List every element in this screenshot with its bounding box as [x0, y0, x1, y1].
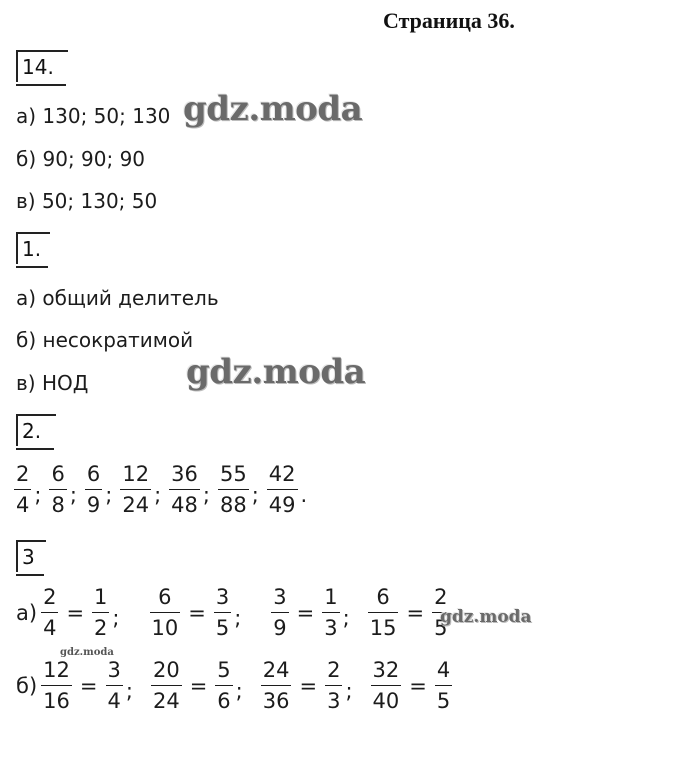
- denominator: 49: [268, 493, 296, 517]
- denominator: 9: [273, 616, 287, 640]
- task-number-2: 2.: [22, 419, 42, 443]
- watermark-1: gdz.moda: [183, 89, 363, 129]
- fraction-bar: [106, 685, 123, 686]
- fraction: [85, 462, 102, 517]
- fraction: [325, 658, 342, 713]
- task-number-14: 14.: [22, 55, 54, 79]
- fraction: [261, 658, 292, 713]
- numerator: 3: [107, 658, 121, 682]
- page-title: Страница 36.: [383, 8, 515, 33]
- fraction-bar: [368, 612, 399, 613]
- numerator: 3: [215, 585, 230, 609]
- fraction: [322, 585, 339, 640]
- denominator: 36: [262, 689, 290, 713]
- fraction-bar: [120, 489, 151, 490]
- denominator: 6: [217, 689, 231, 713]
- numerator: 6: [86, 462, 101, 486]
- numerator: 5: [217, 658, 231, 682]
- fraction: [435, 658, 452, 713]
- separator: ;: [112, 606, 120, 630]
- watermark-4: gdz.moda: [60, 647, 114, 658]
- separator: ;: [69, 483, 77, 507]
- task-number-box-1: [16, 232, 50, 264]
- watermark-2: gdz.moda: [186, 352, 366, 392]
- equals-sign: =: [66, 600, 85, 625]
- fraction: [267, 462, 298, 517]
- task-number-box-2: [16, 414, 56, 446]
- row-label: а): [16, 600, 38, 625]
- numerator: 2: [327, 658, 341, 682]
- numerator: 1: [94, 585, 108, 609]
- denominator: 4: [43, 616, 57, 640]
- denominator: 3: [324, 616, 338, 640]
- separator: ;: [34, 483, 42, 507]
- denominator: 4: [16, 493, 30, 517]
- fraction: [169, 462, 200, 517]
- numerator: 36: [171, 462, 198, 486]
- task1-line-b: б) несократимой: [16, 328, 194, 352]
- fraction: [150, 585, 181, 640]
- fraction-bar: [271, 612, 288, 613]
- equals-sign: =: [79, 673, 98, 698]
- fraction-bar: [322, 612, 339, 613]
- denominator: 48: [171, 493, 198, 517]
- watermark-3: gdz.moda: [440, 607, 532, 627]
- fraction-bar: [14, 489, 31, 490]
- fraction-bar: [41, 685, 72, 686]
- separator: ;: [154, 483, 162, 507]
- numerator: 6: [51, 462, 65, 486]
- fraction-bar: [49, 489, 66, 490]
- fraction: [371, 658, 402, 713]
- fraction: [120, 462, 151, 517]
- numerator: 4: [436, 658, 451, 682]
- fraction: [49, 462, 66, 517]
- task-number-box-14: [16, 50, 68, 82]
- equals-sign: =: [296, 600, 315, 625]
- denominator: 5: [436, 689, 451, 713]
- separator: ;: [251, 483, 259, 507]
- numerator: 32: [372, 658, 400, 682]
- equals-sign: =: [188, 600, 206, 625]
- task-number-1: 1.: [22, 237, 42, 261]
- equals-sign: =: [406, 600, 425, 625]
- denominator: 4: [107, 689, 121, 713]
- fraction: [214, 585, 231, 640]
- numerator: 55: [219, 462, 247, 486]
- fraction: [14, 462, 31, 517]
- separator: ;: [345, 679, 353, 703]
- task1-line-c: в) НОД: [16, 371, 89, 395]
- numerator: 2: [16, 462, 30, 486]
- task-number-3: 3: [22, 545, 35, 569]
- numerator: 2: [43, 585, 57, 609]
- fraction: [215, 658, 232, 713]
- denominator: 8: [51, 493, 65, 517]
- denominator: 9: [86, 493, 101, 517]
- fraction: [271, 585, 288, 640]
- denominator: 15: [369, 616, 397, 640]
- numerator: 3: [273, 585, 287, 609]
- numerator: 6: [376, 585, 390, 609]
- numerator: 2: [434, 585, 448, 609]
- denominator: 24: [152, 689, 180, 713]
- separator: .: [300, 483, 308, 507]
- task14-line-b: б) 90; 90; 90: [16, 147, 146, 171]
- denominator: 3: [327, 689, 341, 713]
- fraction: [218, 462, 249, 517]
- fraction-bar: [85, 489, 102, 490]
- fraction-bar: [218, 489, 249, 490]
- separator: ;: [125, 679, 133, 703]
- denominator: 5: [434, 616, 448, 640]
- separator: ;: [105, 483, 113, 507]
- fraction-bar: [215, 685, 232, 686]
- denominator: 24: [122, 493, 150, 517]
- row-label: б): [16, 673, 38, 698]
- numerator: 12: [122, 462, 150, 486]
- task2-fraction-row: [12, 462, 313, 517]
- fraction-bar: [267, 489, 298, 490]
- numerator: 20: [152, 658, 180, 682]
- separator: ;: [342, 606, 350, 630]
- separator: ;: [202, 483, 210, 507]
- task1-line-a: а) общий делитель: [16, 286, 219, 310]
- equals-sign: =: [409, 673, 427, 698]
- denominator: 16: [43, 689, 70, 713]
- fraction-bar: [214, 612, 231, 613]
- equals-sign: =: [299, 673, 318, 698]
- fraction-bar: [150, 612, 181, 613]
- denominator: 5: [215, 616, 230, 640]
- fraction-bar: [151, 685, 182, 686]
- task3-row-a: [16, 585, 451, 640]
- fraction: [92, 585, 109, 640]
- denominator: 2: [94, 616, 108, 640]
- task14-line-c: в) 50; 130; 50: [16, 189, 158, 213]
- numerator: 42: [268, 462, 296, 486]
- fraction-bar: [325, 685, 342, 686]
- fraction: [41, 658, 72, 713]
- denominator: 10: [151, 616, 179, 640]
- denominator: 88: [219, 493, 247, 517]
- fraction-bar: [371, 685, 402, 686]
- separator: ;: [234, 606, 242, 630]
- fraction-bar: [261, 685, 292, 686]
- separator: ;: [235, 679, 243, 703]
- fraction-bar: [435, 685, 452, 686]
- numerator: 6: [158, 585, 172, 609]
- fraction: [368, 585, 399, 640]
- numerator: 1: [324, 585, 338, 609]
- numerator: 12: [43, 658, 70, 682]
- equals-sign: =: [189, 673, 208, 698]
- fraction: [151, 658, 182, 713]
- task14-line-a: а) 130; 50; 130: [16, 104, 171, 128]
- fraction-bar: [92, 612, 109, 613]
- fraction-bar: [41, 612, 58, 613]
- task3-row-b: [16, 658, 454, 713]
- fraction: [41, 585, 58, 640]
- fraction-bar: [169, 489, 200, 490]
- numerator: 24: [262, 658, 290, 682]
- task-number-box-3: [16, 540, 46, 572]
- fraction: [106, 658, 123, 713]
- denominator: 40: [372, 689, 400, 713]
